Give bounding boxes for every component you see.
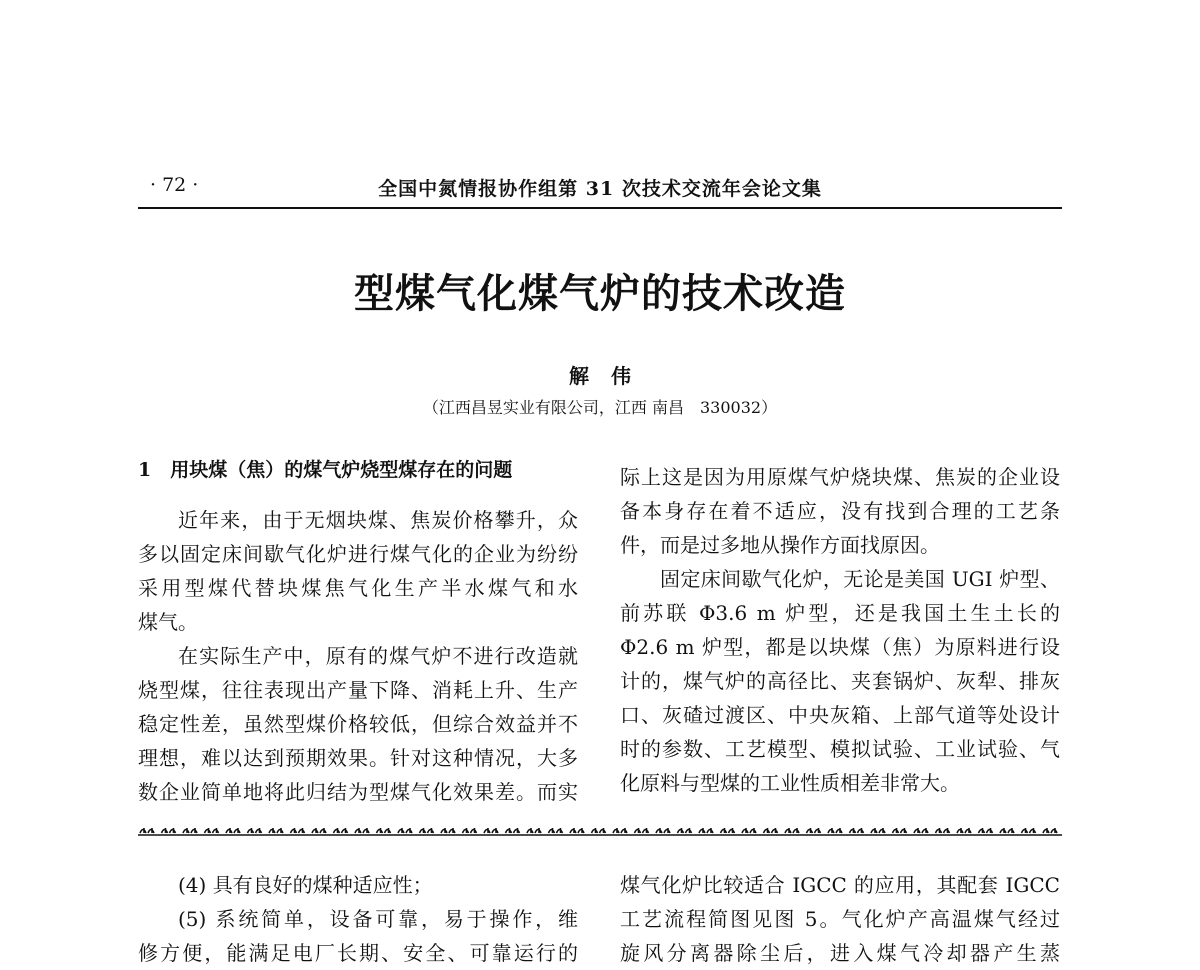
text-line: 固定床间歇气化炉，无论是美国 UGI 炉型、 [660, 567, 1060, 591]
text-line: (4) 具有良好的煤种适应性； [178, 873, 433, 897]
decorative-divider [138, 824, 1062, 838]
text-line: 前苏联 Φ3.6 m 炉型，还是我国土生土长的 [620, 601, 1060, 625]
author-affiliation: （江西昌昱实业有限公司，江西 南昌 330032） [422, 398, 778, 417]
text-line: 多以固定床间歇气化炉进行煤气化的企业为纷纷 [138, 542, 578, 566]
text-line: 理想，难以达到预期效果。针对这种情况，大多 [138, 746, 578, 770]
left-column [138, 503, 578, 809]
article-title: 型煤气化煤气炉的技术改造 [354, 270, 846, 317]
text-line: 时的参数、工艺模型、模拟试验、工业试验、气 [620, 737, 1060, 761]
text-line: 计的，煤气炉的高径比、夹套锅炉、灰犁、排灰 [620, 669, 1060, 693]
ornament-border-icon [138, 824, 1062, 838]
text-line: 件，而是过多地从操作方面找原因。 [620, 533, 940, 557]
text-line: Φ2.6 m 炉型，都是以块煤（焦）为原料进行设 [620, 635, 1060, 659]
right-column [620, 460, 1060, 800]
header-rule [138, 207, 1062, 209]
text-line: 口、灰碴过渡区、中央灰箱、上部气道等处设计 [620, 703, 1060, 727]
text-line: 采用型煤代替块煤焦气化生产半水煤气和水 [138, 576, 578, 600]
section-heading: 1 用块煤（焦）的煤气炉烧型煤存在的问题 [138, 459, 513, 481]
text-line: 在实际生产中，原有的煤气炉不进行改造就 [178, 644, 578, 668]
text-line: 煤气化炉比较适合 IGCC 的应用，其配套 IGCC [620, 873, 1060, 897]
text-line: 数企业简单地将此归结为型煤气化效果差。而实 [138, 780, 578, 804]
text-line: 化原料与型煤的工业性质相差非常大。 [620, 771, 960, 795]
text-line: 备本身存在着不适应，没有找到合理的工艺条 [620, 499, 1060, 523]
text-line: 际上这是因为用原煤气炉烧块煤、焦炭的企业设 [620, 465, 1060, 489]
author-name: 解伟 [569, 364, 653, 388]
text-line: 工艺流程简图见图 5。气化炉产高温煤气经过 [620, 907, 1060, 931]
text-line: (5) 系统简单，设备可靠，易于操作，维 [178, 907, 578, 931]
next-article-left-column [138, 868, 578, 970]
text-line: 修方便，能满足电厂长期、安全、可靠运行的 [138, 941, 578, 965]
running-header: 全国中氮情报协作组第 31 次技术交流年会论文集 [378, 178, 822, 200]
text-line: 烧型煤，往往表现出产量下降、消耗上升、生产 [138, 678, 578, 702]
text-line: 稳定性差，虽然型煤价格较低，但综合效益并不 [138, 712, 578, 736]
text-line: 煤气。 [138, 610, 198, 634]
next-article-right-column [620, 868, 1060, 970]
text-line: 旋风分离器除尘后，进入煤气冷却器产生蒸 [620, 941, 1060, 965]
page-number: · 72 · [150, 174, 199, 196]
text-line: 近年来，由于无烟块煤、焦炭价格攀升，众 [178, 508, 578, 532]
